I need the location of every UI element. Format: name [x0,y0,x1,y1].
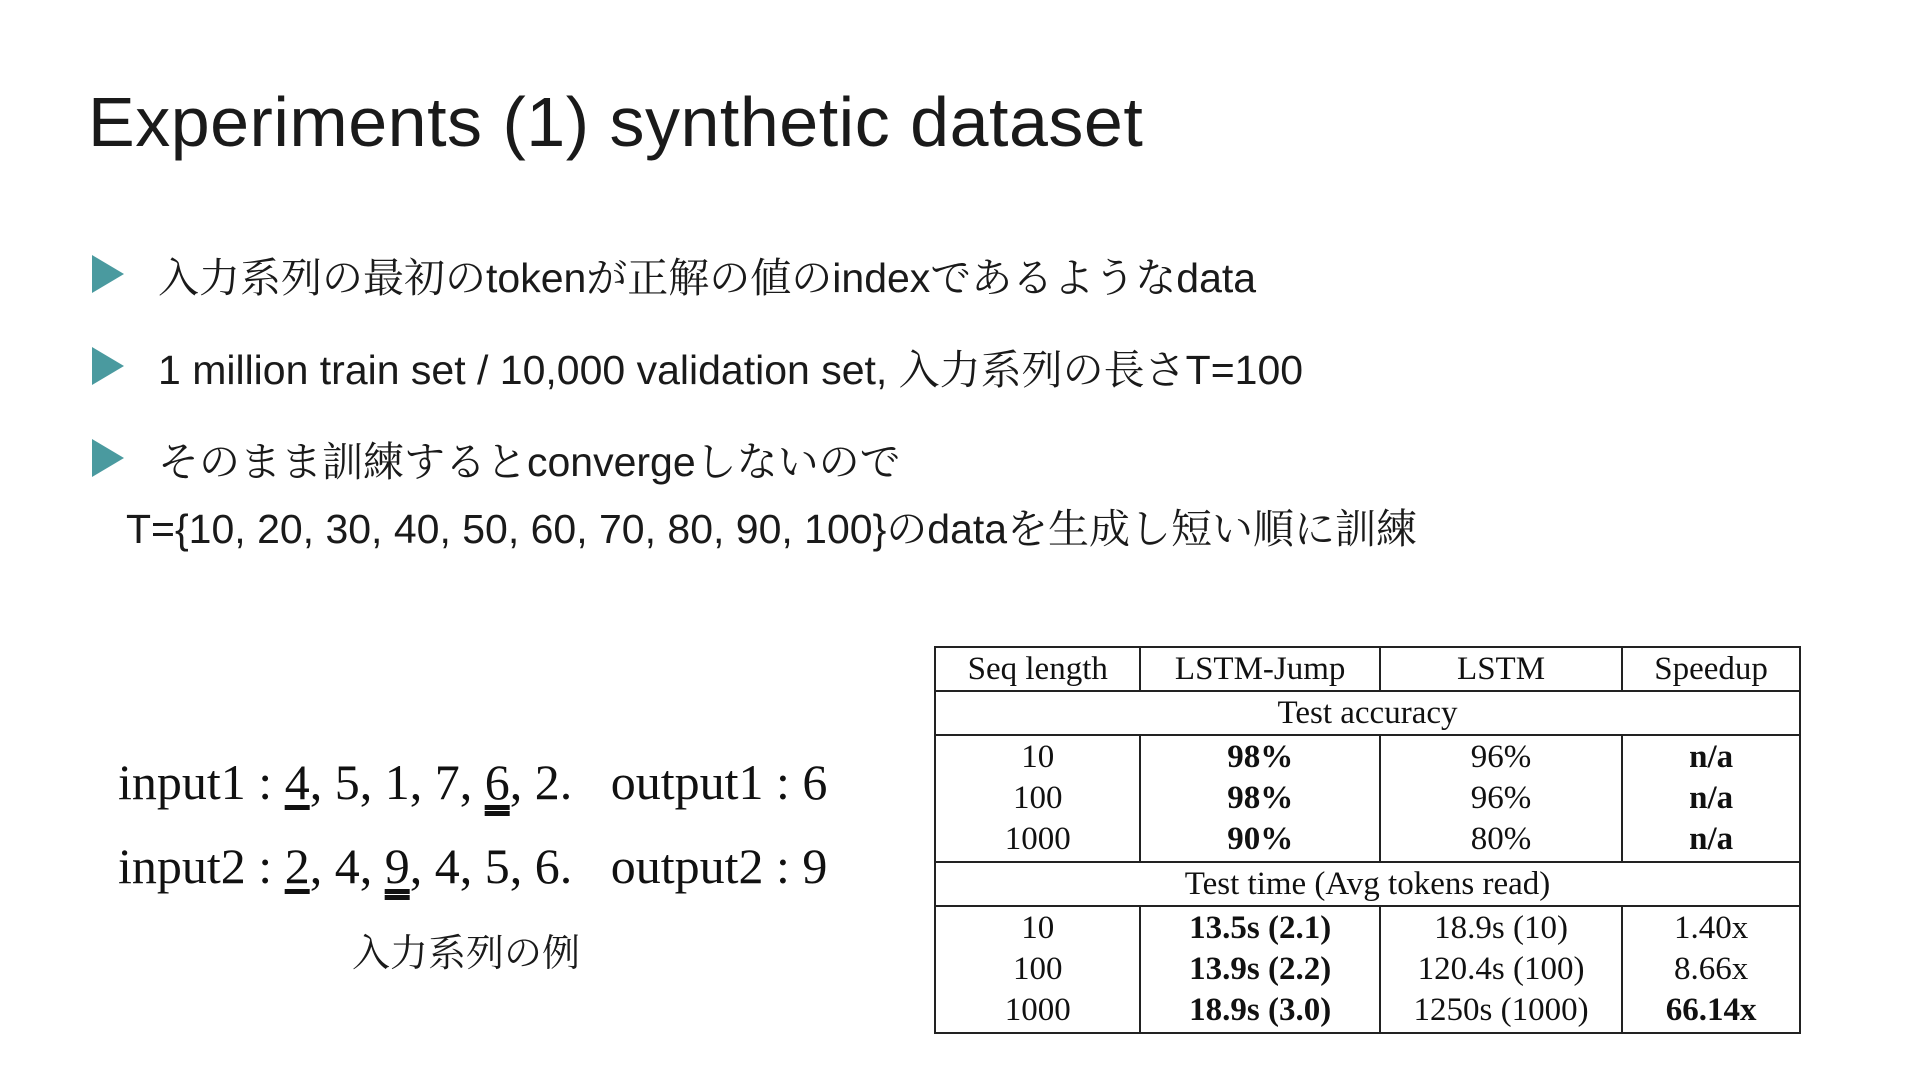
example-token: 5 [334,754,360,810]
seq-cell: 10 100 1000 [935,906,1140,1033]
bullet-text: 1 million train set / 10,000 validation set, 入力系列の長さT=100 [158,346,1304,393]
slide-title: Experiments (1) synthetic dataset [88,83,1144,161]
example-end: . [559,754,573,810]
example-token-target: 6 [484,754,510,810]
header-lstm-jump: LSTM-Jump [1140,647,1379,691]
section-row-time [935,862,1800,906]
bullet-item [92,412,1792,504]
curriculum-note: T={10, 20, 30, 40, 50, 60, 70, 80, 90, 100}のdataを生成し短い順に訓練 [126,506,1418,552]
example-caption: 入力系列の例 [352,933,581,975]
bullet-text: そのまま訓練するとconvergeしないので [158,438,901,485]
input-example [118,740,827,908]
bullet-text: 入力系列の最初のtokenが正解の値のindexであるようなdata [158,254,1257,301]
section-title: Test time (Avg tokens read) [935,862,1800,906]
lstm-jump-cell: 98% 98% 90% [1140,735,1379,862]
bullet-item [92,228,1792,320]
triangle-right-icon [92,439,124,477]
lstm-jump-cell: 13.5s (2.1) 13.9s (2.2) 18.9s (3.0) [1140,906,1379,1033]
table-header-row [935,647,1800,691]
example-token: 4 [334,838,360,894]
example-token: 5 [484,838,510,894]
header-speedup: Speedup [1622,647,1800,691]
section-row-accuracy [935,691,1800,735]
example-line-2: input2 : 2, 4, 9, 4, 5, 6. output2 : 9 [118,838,828,894]
results-table [934,646,1801,1034]
table-row [935,906,1800,1033]
table-row [935,735,1800,862]
example-label: input1 : [118,754,273,810]
example-line-1: input1 : 4, 5, 1, 7, 6, 2. output1 : 6 [118,754,828,810]
example-token: 7 [434,754,460,810]
example-token: 2 [534,754,560,810]
section-title: Test accuracy [935,691,1800,735]
bullet-list [92,228,1792,504]
header-lstm: LSTM [1380,647,1622,691]
triangle-right-icon [92,255,124,293]
example-token-jump: 4 [284,754,310,810]
lstm-cell: 96% 96% 80% [1380,735,1622,862]
example-end: . [559,838,573,894]
example-token-target: 9 [384,838,410,894]
example-token-jump: 2 [284,838,310,894]
example-output: output2 : 9 [610,838,828,894]
example-token: 1 [384,754,410,810]
triangle-right-icon [92,347,124,385]
speedup-cell: n/a n/a n/a [1622,735,1800,862]
speedup-cell: 1.40x 8.66x 66.14x [1622,906,1800,1033]
example-output: output1 : 6 [610,754,828,810]
example-token: 4 [434,838,460,894]
seq-cell: 10 100 1000 [935,735,1140,862]
example-token: 6 [534,838,560,894]
example-label: input2 : [118,838,273,894]
bullet-item [92,320,1792,412]
header-seq-length: Seq length [935,647,1140,691]
lstm-cell: 18.9s (10) 120.4s (100) 1250s (1000) [1380,906,1622,1033]
